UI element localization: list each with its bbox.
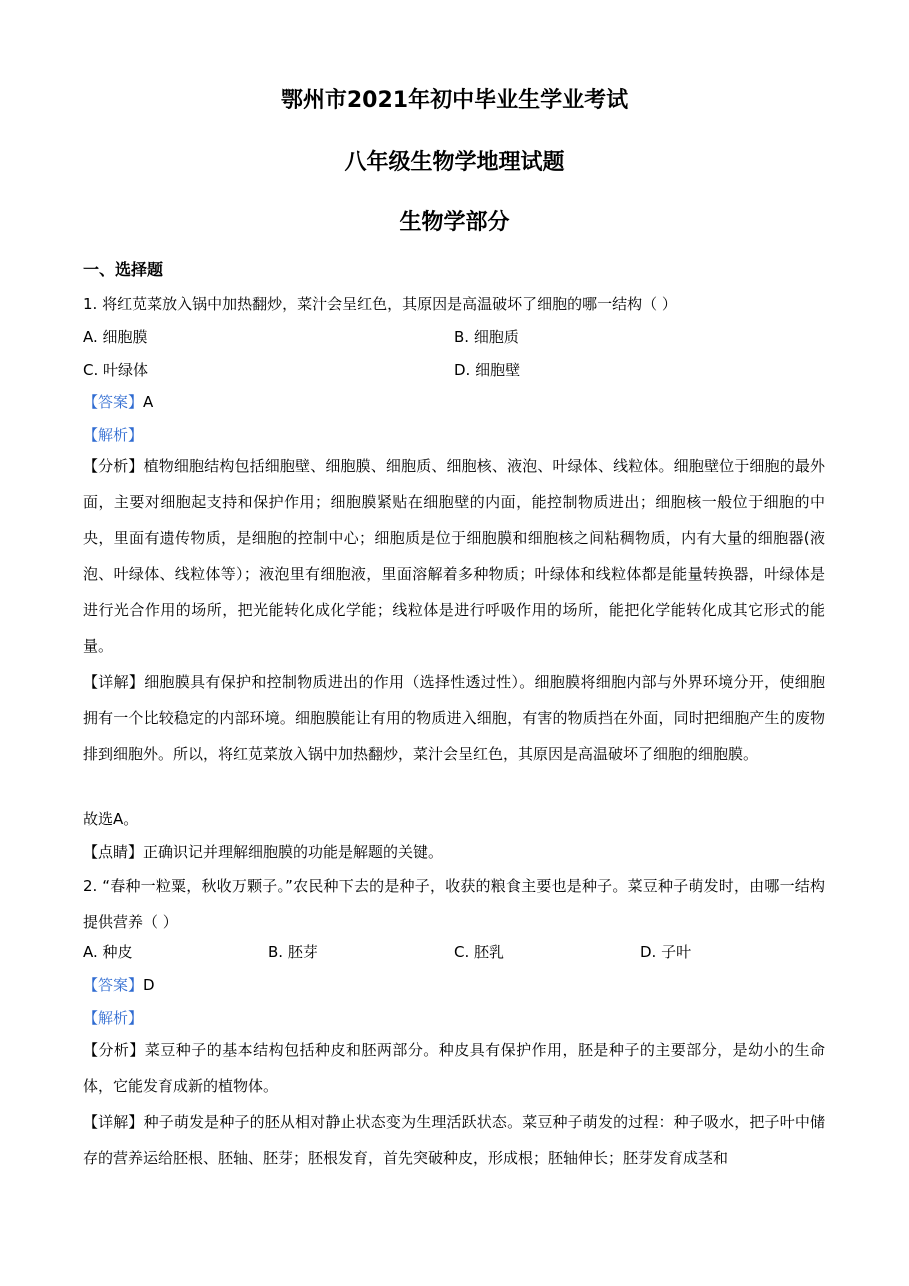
q2-analysis-paragraph (83, 1032, 825, 1104)
q2-option-a: A. 种皮 (83, 943, 133, 961)
section-part-title: 生物学部分 (399, 210, 510, 235)
q1-tip-line (83, 842, 443, 862)
q2-fenxi-text: 菜豆种子的基本结构包括种皮和胚两部分。种皮具有保护作用，胚是种子的主要部分，是幼小的生命体，它能发育成新的植物体。 (83, 1041, 825, 1095)
q1-xiangjie-text: 细胞膜具有保护和控制物质进出的作用（选择性透过性）。细胞膜将细胞内部与外界环境分开，使细胞拥有一个比较稳定的内部环境。细胞膜能让有用的物质进入细胞，有害的物质挡在外面，同时把细胞产生的废物排到细胞外。所以，将红苋菜放入锅中加热翻炒，菜汁会呈红色，其原因是高温破坏了细胞的细胞膜。 (83, 673, 825, 763)
q1-option-b: B. 细胞质 (454, 328, 519, 346)
fenxi-tag: 【分析】 (83, 457, 144, 475)
q2-stem: 2. “春种一粒粟，秋收万颗子。”农民种下去的是种子，收获的粮食主要也是种子。菜豆种子萌发时，由哪一结构提供营养（ ） (83, 877, 825, 931)
q1-option-a: A. 细胞膜 (83, 328, 148, 346)
answer-tag: 【答案】 (83, 976, 144, 994)
q1-option-d: D. 细胞壁 (454, 361, 521, 379)
fenxi-tag: 【分析】 (83, 1041, 145, 1059)
section-heading: 一、选择题 (83, 260, 164, 279)
q2-option-d: D. 子叶 (640, 943, 692, 961)
q2-answer-value: D (143, 976, 155, 994)
q1-fenxi-text: 植物细胞结构包括细胞壁、细胞膜、细胞质、细胞核、液泡、叶绿体、线粒体。细胞壁位于细胞的最外面，主要对细胞起支持和保护作用；细胞膜紧贴在细胞壁的内面，能控制物质进出；细胞核一般位于细胞的中央，里面有遗传物质，是细胞的控制中心；细胞质是位于细胞膜和细胞核之间粘稠物质，内有大量的细胞器(液泡、叶绿体、线粒体等）；液泡里有细胞液，里面溶解着多种物质；叶绿体和线粒体都是能量转换器，叶绿体是进行光合作用的场所，把光能转化成化学能；线粒体是进行呼吸作用的场所，能把化学能转化成其它形式的能量。 (83, 457, 825, 655)
q2-detail-paragraph (83, 1104, 825, 1176)
q2-option-b: B. 胚芽 (268, 943, 318, 961)
analysis-tag: 【解析】 (83, 1009, 144, 1027)
q1-answer-line (83, 392, 153, 412)
exam-title: 鄂州市2021年初中毕业生学业考试 (280, 88, 629, 113)
q2-option-c: C. 胚乳 (454, 943, 505, 961)
q1-analysis-paragraph (83, 448, 825, 664)
answer-tag: 【答案】 (83, 393, 144, 411)
exam-subtitle: 八年级生物学地理试题 (344, 150, 565, 175)
dianjing-tag: 【点睛】 (83, 843, 144, 861)
q1-option-c: C. 叶绿体 (83, 361, 149, 379)
xiangjie-tag: 【详解】 (83, 1113, 144, 1131)
q1-choose: 故选A。 (83, 810, 139, 828)
q1-detail-paragraph (83, 664, 825, 772)
q1-answer-value: A (143, 393, 154, 411)
analysis-tag: 【解析】 (83, 426, 144, 444)
q2-answer-line (83, 975, 155, 995)
xiangjie-tag: 【详解】 (83, 673, 145, 691)
q2-xiangjie-text: 种子萌发是种子的胚从相对静止状态变为生理活跃状态。菜豆种子萌发的过程：种子吸水，把子叶中储存的营养运给胚根、胚轴、胚芽；胚根发育，首先突破种皮，形成根；胚轴伸长；胚芽发育成茎和 (83, 1113, 825, 1167)
q1-stem: 1. 将红苋菜放入锅中加热翻炒，菜汁会呈红色，其原因是高温破坏了细胞的哪一结构（ ） (83, 295, 677, 313)
q1-dianjing-text: 正确识记并理解细胞膜的功能是解题的关键。 (143, 843, 444, 861)
